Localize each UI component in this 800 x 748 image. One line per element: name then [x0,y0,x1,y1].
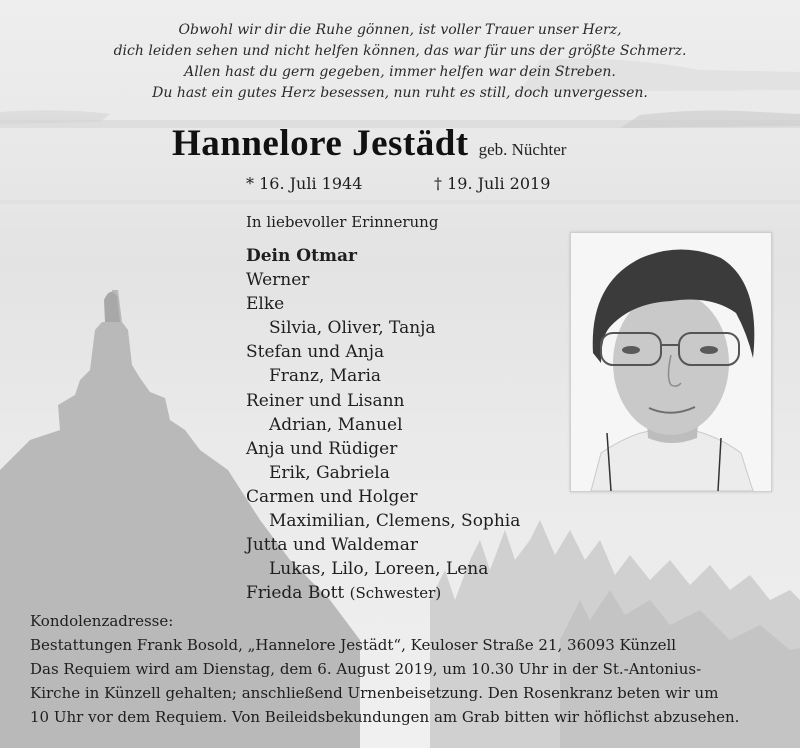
condolence-address [30,609,676,657]
deceased-heading [172,122,566,165]
requiem-line: Das Requiem wird am Dienstag, dem 6. August 2019, um 10.30 Uhr in der St.-Antonius- [30,660,702,678]
poem-line: Du hast ein gutes Herz besessen, nun ruht es still, doch unvergessen. [152,85,648,101]
poem-line: Allen hast du gern gegeben, immer helfen war dein Streben. [184,64,616,80]
mourner-entry [246,533,520,557]
condolence-label: Kondolenzadresse: [30,612,174,630]
mourner-name: Silvia, Oliver, Tanja [269,318,436,339]
birth-date: * 16. Juli 1944 [246,174,363,193]
mourner-entry [246,389,520,413]
mourner-name: Werner [246,270,310,291]
mourner-entry [246,557,520,581]
mourner-entry [246,437,520,461]
mourner-name: Maximilian, Clemens, Sophia [269,511,521,532]
mourner-name: Erik, Gabriela [269,462,390,483]
poem-line: Obwohl wir dir die Ruhe gönnen, ist voller Trauer unser Herz, [178,22,622,38]
mourner-entry [246,581,520,605]
mourner-entry [246,340,520,364]
mourner-entry [246,268,520,292]
mourner-name: Franz, Maria [269,366,382,387]
mourner-name: Elke [246,294,285,315]
requiem-line: 10 Uhr vor dem Requiem. Von Beileidsbekundungen am Grab bitten wir höflichst abzusehen. [30,708,740,726]
mourner-relation-note: (Schwester) [349,584,442,603]
mourner-entry [246,244,520,268]
mourner-entry [246,364,520,388]
mourner-entry [246,292,520,316]
mourner-name: Frieda Bott [246,583,345,604]
deceased-name: Hannelore Jestädt [172,123,469,164]
mourner-entry [246,485,520,509]
requiem-line: Kirche in Künzell gehalten; anschließend Urnenbeisetzung. Den Rosenkranz beten wir um [30,684,719,702]
death-date: † 19. Juli 2019 [434,174,551,193]
memorial-poem [0,20,800,104]
mourner-entry [246,461,520,485]
mourner-name: Carmen und Holger [246,486,418,507]
mourners-list [246,244,520,605]
mourner-name: Anja und Rüdiger [246,438,398,459]
mourner-name: Adrian, Manuel [269,414,403,435]
memory-line: In liebevoller Erinnerung [246,213,439,231]
mourner-name: Stefan und Anja [246,342,385,363]
mourner-entry [246,413,520,437]
maiden-name: geb. Nüchter [478,140,567,159]
poem-line: dich leiden sehen und nicht helfen können, das war für uns der größte Schmerz. [113,43,687,59]
portrait-photo [570,232,772,492]
mourner-name: Lukas, Lilo, Loreen, Lena [269,559,489,580]
requiem-info [30,657,775,729]
condolence-address-text: Bestattungen Frank Bosold, „Hannelore Jestädt“, Keuloser Straße 21, 36093 Künzell [30,636,677,654]
mourner-name: Jutta und Waldemar [246,535,419,556]
mourner-name: Dein Otmar [246,246,357,266]
mourner-name: Reiner und Lisann [246,390,405,411]
mourner-entry [246,509,520,533]
mourner-entry [246,316,520,340]
